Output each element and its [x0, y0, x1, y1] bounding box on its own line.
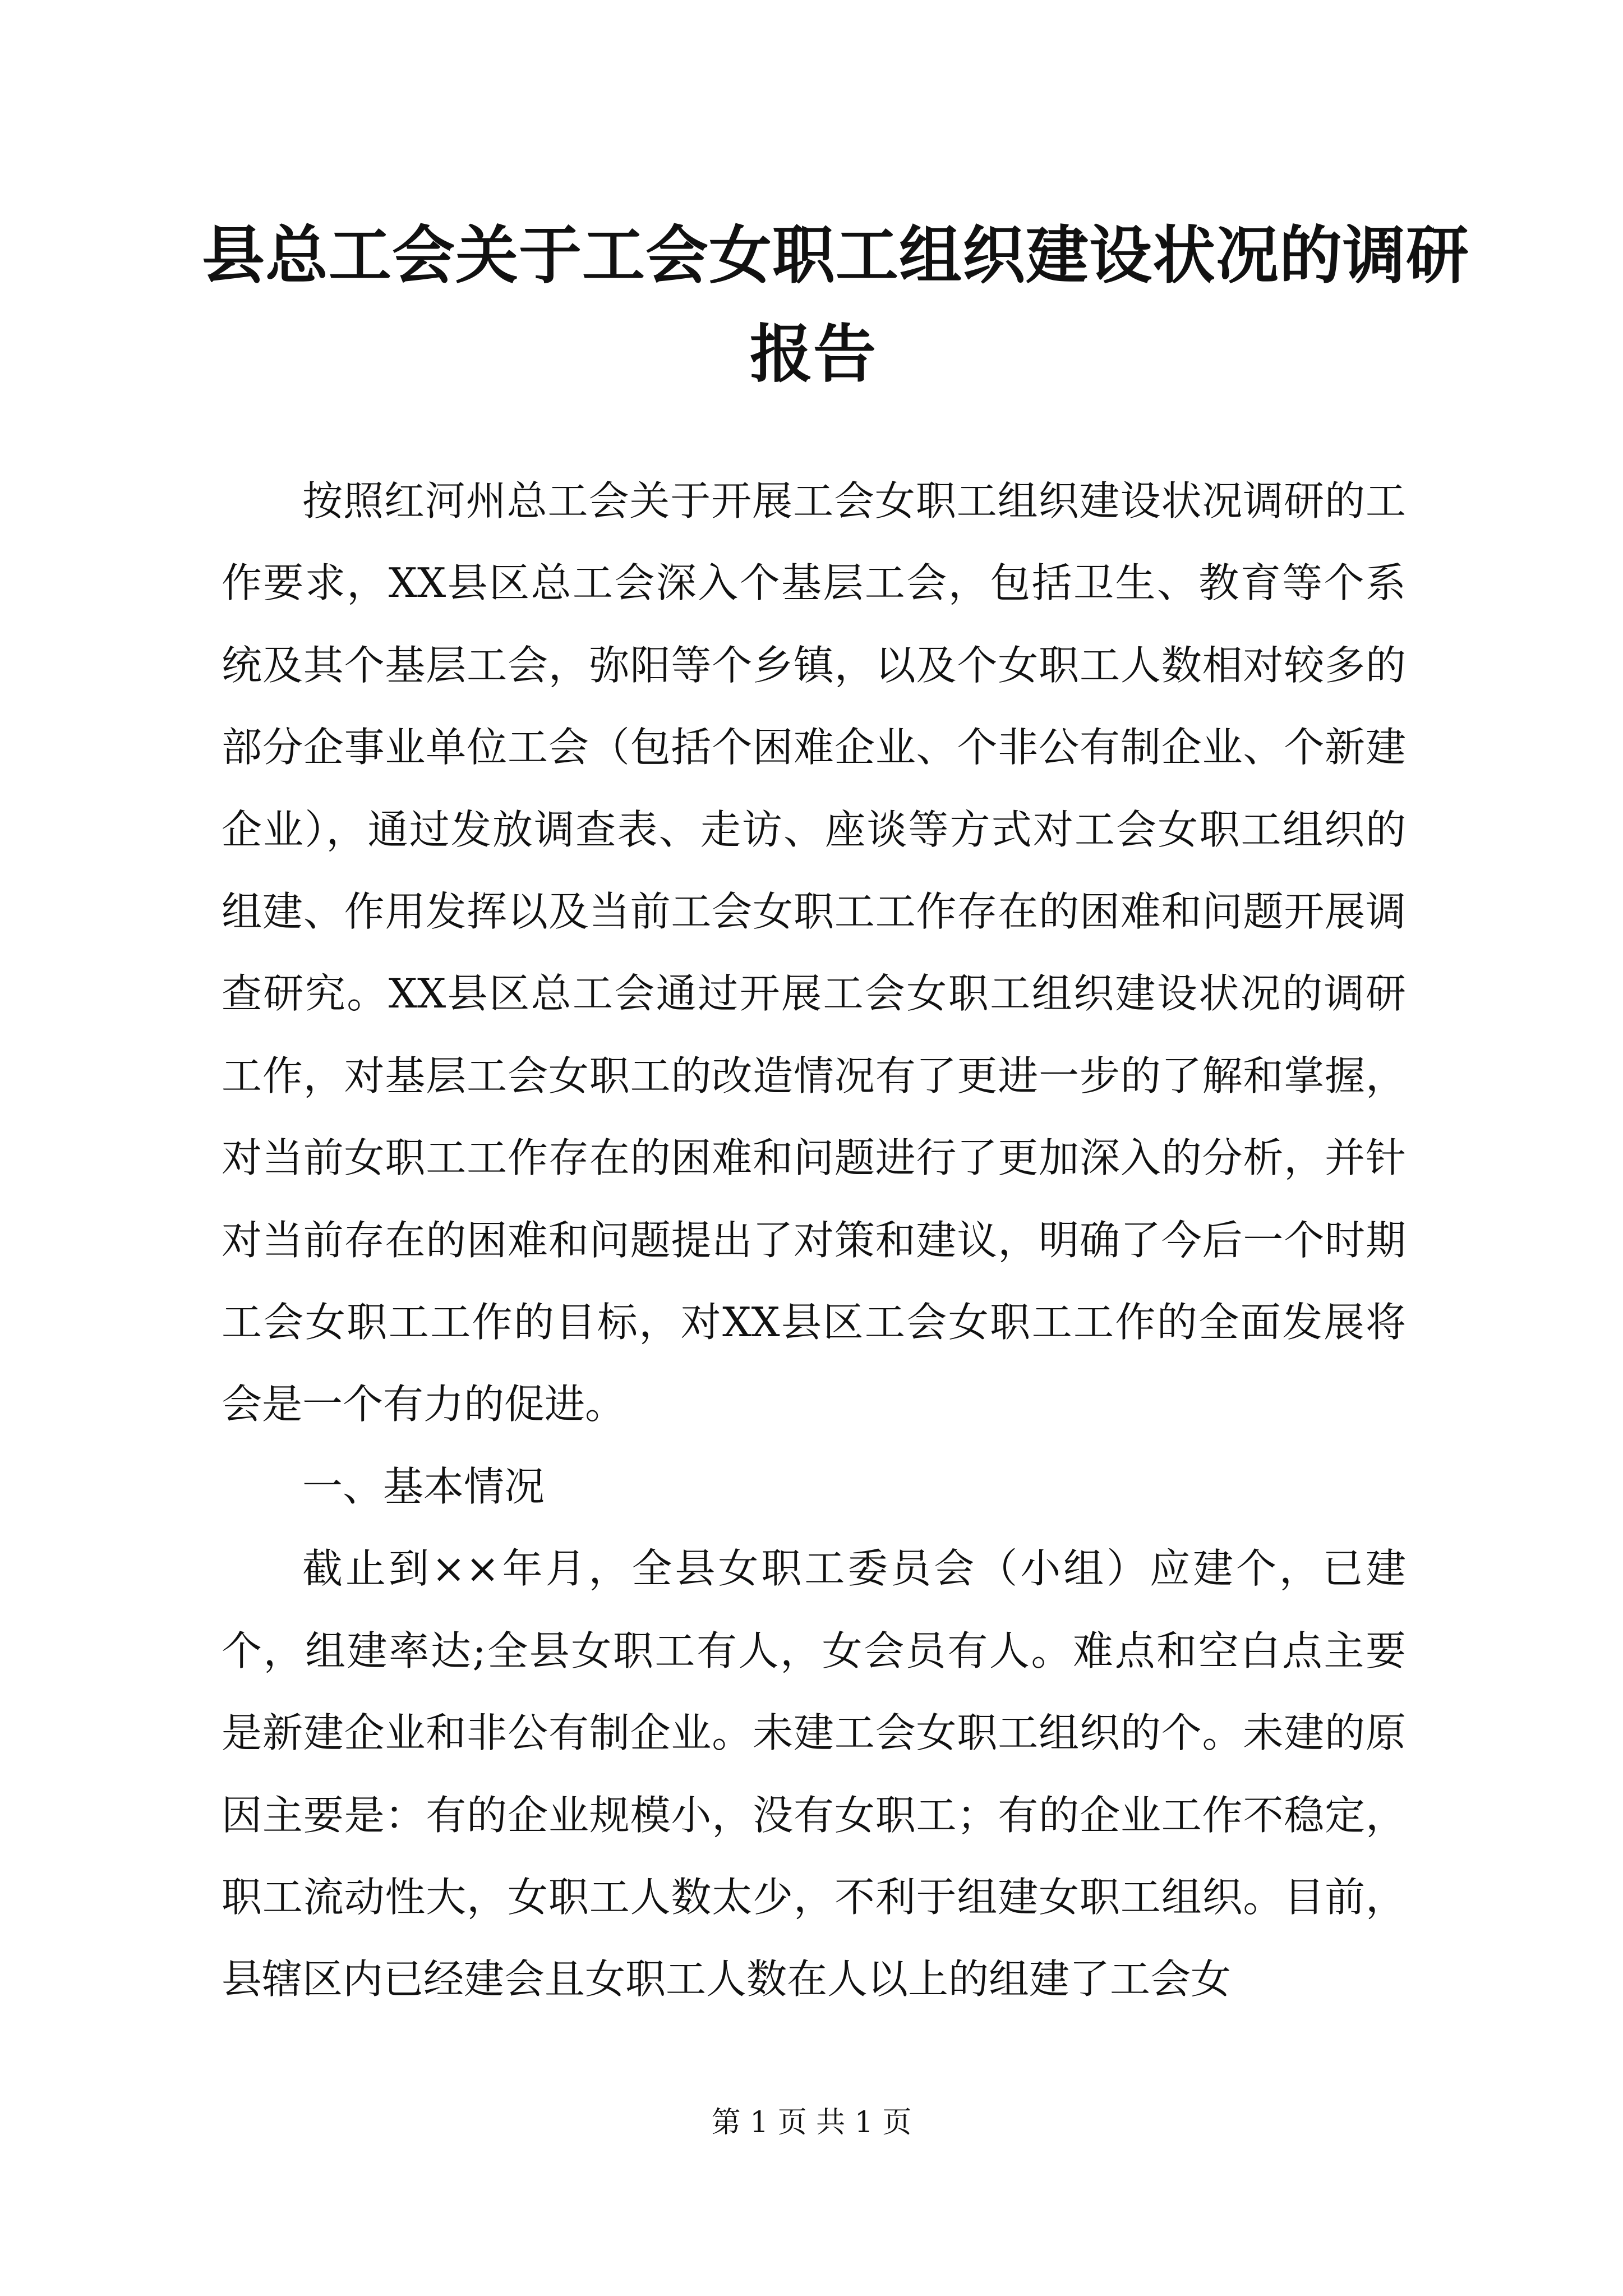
basic-situation-paragraph: 截止到××年月，全县女职工委员会（小组）应建个，已建个，组建率达;全县女职工有人，女会员有人。难点和空白点主要是新建企业和非公有制企业。未建工会女职工组织的个。未建的原因主要是：有的企业规模小，没有女职工；有的企业工作不稳定，职工流动性大，女职工人数太少，不利于组建女职工组织。目前，县辖区内已经建会且女职工人数在人以上的组建了工会女 — [222, 1545, 1406, 2003]
document-title — [202, 206, 1469, 404]
title-line-1: 县总工会关于工会女职工组织建设状况的调研 — [202, 219, 1469, 292]
section-heading-basic-situation: 一、基本情况 — [302, 1462, 545, 1510]
page-footer: 第 1 页 共 1 页 — [711, 2106, 912, 2139]
document-body — [222, 460, 1406, 2021]
title-line-2: 报告 — [750, 318, 877, 391]
intro-paragraph: 按照红河州总工会关于开展工会女职工组织建设状况调研的工作要求，XX县区总工会深入个基层工会，包括卫生、教育等个系统及其个基层工会，弥阳等个乡镇，以及个女职工人数相对较多的部分企事业单位工会（包括个困难企业、个非公有制企业、个新建企业），通过发放调查表、走访、座谈等方式对工会女职工组织的组建、作用发挥以及当前工会女职工工作存在的困难和问题开展调查研究。XX县区总工会通过开展工会女职工组织建设状况的调研工作，对基层工会女职工的改造情况有了更进一步的了解和掌握，对当前女职工工作存在的困难和问题进行了更加深入的分析，并针对当前存在的困难和问题提出了对策和建议，明确了今后一个时期工会女职工工作的目标，对XX县区工会女职工工作的全面发展将会是一个有力的促进。 — [222, 477, 1406, 1428]
